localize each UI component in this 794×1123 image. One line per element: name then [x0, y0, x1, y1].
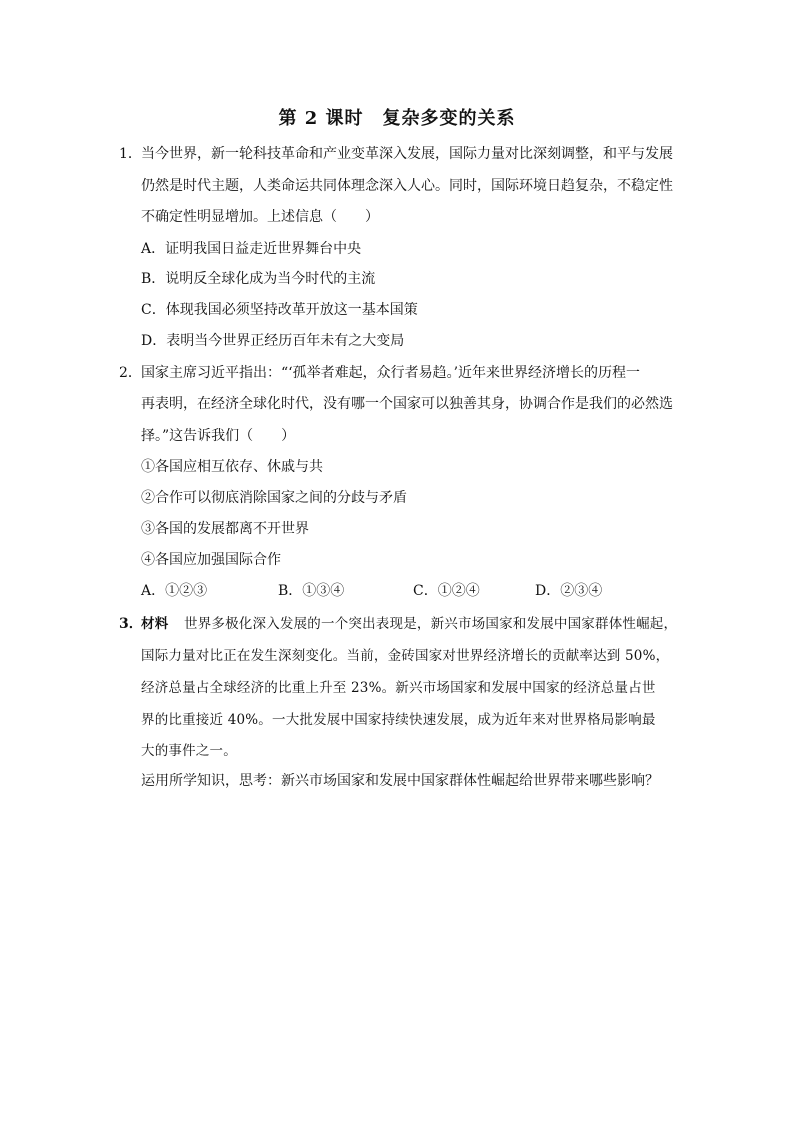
- material-line-5: 大的事件之一。: [141, 743, 237, 759]
- question-2-option-c: C．①②④: [413, 583, 480, 599]
- material-line-2: 国际力量对比正在发生深刻变化。当前，金砖国家对世界经济增长的贡献率达到 50%，: [141, 648, 670, 664]
- question-1-line-2: 仍然是时代主题，人类命运共同体理念深入人心。同时，国际环境日趋复杂，不稳定性: [141, 178, 673, 194]
- question-2-statement-1: ①各国应相互依存、休戚与共: [141, 459, 323, 475]
- question-1-option-c: C．体现我国必须坚持改革开放这一基本国策: [141, 302, 418, 318]
- question-2-statement-2: ②合作可以彻底消除国家之间的分歧与矛盾: [141, 490, 407, 506]
- question-2-line-3: 择。”这告诉我们（ ）: [141, 428, 296, 444]
- material-line-4: 界的比重接近 40%。一大批发展中国家持续快速发展，成为近年来对世界格局影响最: [141, 712, 656, 728]
- question-1-line-1: 当今世界，新一轮科技革命和产业变革深入发展，国际力量对比深刻调整，和平与发展: [141, 146, 673, 162]
- question-2-number: 2．: [119, 365, 142, 381]
- question-2-option-d: D．②③④: [535, 583, 603, 599]
- question-2-statement-3: ③各国的发展都离不开世界: [141, 521, 309, 537]
- question-1-line-3: 不确定性明显增加。上述信息（ ）: [141, 209, 379, 225]
- question-3-number: 3．: [119, 616, 143, 632]
- question-1-number: 1．: [119, 146, 142, 162]
- page-title: 第 2 课时 复杂多变的关系: [278, 108, 516, 129]
- question-2-line-1: 国家主席习近平指出：“‘孤举者难起，众行者易趋。’近年来世界经济增长的历程一: [141, 365, 641, 381]
- question-2-option-b: B．①③④: [278, 583, 345, 599]
- question-2-line-2: 再表明，在经济全球化时代，没有哪一个国家可以独善其身，协调合作是我们的必然选: [141, 396, 673, 412]
- material-line-1: 世界多极化深入发展的一个突出表现是，新兴市场国家和发展中国家群体性崛起，: [184, 616, 678, 632]
- question-1-option-d: D．表明当今世界正经历百年未有之大变局: [141, 333, 405, 349]
- material-line-3: 经济总量占全球经济的比重上升至 23%。新兴市场国家和发展中国家的经济总量占世: [141, 680, 656, 696]
- question-1-option-b: B．说明反全球化成为当今时代的主流: [141, 271, 376, 287]
- question-1-option-a: A．证明我国日益走近世界舞台中央: [141, 241, 362, 257]
- question-2-option-a: A．①②③: [141, 583, 208, 599]
- material-label: 材料: [141, 616, 169, 632]
- question-2-statement-4: ④各国应加强国际合作: [141, 552, 281, 568]
- question-3-prompt: 运用所学知识，思考：新兴市场国家和发展中国家群体性崛起给世界带来哪些影响？: [141, 773, 659, 789]
